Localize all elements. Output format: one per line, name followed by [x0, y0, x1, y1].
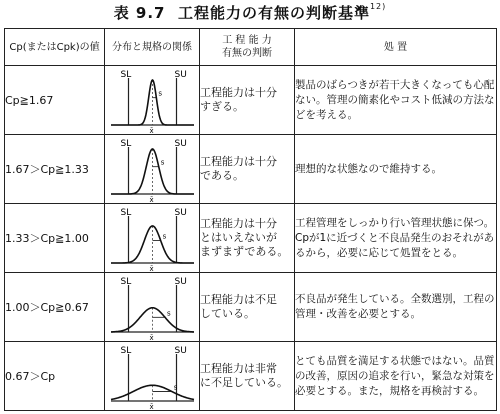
header-distribution: 分布と規格の関係 — [105, 29, 200, 66]
sigma-label: s — [160, 158, 165, 167]
action-text: 工程管理をしっかり行い管理状態に保つ。Cpが1に近づくと不良品発生のおそれがあるから，必要に応じて処置をとる。 — [295, 204, 497, 273]
cp-value: 0.67＞Cp — [5, 342, 105, 411]
table-row — [5, 273, 497, 342]
mean-label: x̄ — [149, 334, 154, 341]
sigma-label: s — [162, 232, 167, 241]
sigma-label: s — [173, 383, 178, 392]
table-number: 表 9.7 — [113, 4, 166, 22]
sigma-label: s — [166, 309, 171, 318]
mean-label: x̄ — [149, 127, 154, 134]
table-title — [0, 2, 500, 23]
capability-judgement: 工程能力は不足 している。 — [200, 273, 295, 342]
distribution-figure — [105, 273, 200, 342]
distribution-curve — [105, 273, 200, 341]
upper-spec-label: SU — [174, 70, 187, 80]
upper-spec-label: SU — [174, 208, 187, 218]
table-row — [5, 135, 497, 204]
capability-judgement: 工程能力は十分 すぎる。 — [200, 66, 295, 135]
distribution-curve — [105, 135, 200, 203]
table-title-text: 工程能力の有無の判断基準 — [177, 4, 370, 22]
lower-spec-label: SL — [120, 346, 132, 356]
lower-spec-label: SL — [120, 70, 132, 80]
upper-spec-label: SU — [174, 346, 187, 356]
mean-label: x̄ — [149, 403, 154, 410]
reference-mark: 12) — [369, 2, 387, 11]
table-row — [5, 66, 497, 135]
capability-table — [4, 28, 497, 411]
distribution-curve — [105, 342, 200, 410]
lower-spec-label: SL — [120, 139, 132, 149]
cp-value: 1.67＞Cp≧1.33 — [5, 135, 105, 204]
action-text: とても品質を満足する状態ではない。品質の改善，原因の追求を行い，緊急な対策を必要とする。また，規格を再検討する。 — [295, 342, 497, 411]
distribution-curve — [105, 204, 200, 272]
action-text: 不良品が発生している。全数選別，工程の管理・改善を必要とする。 — [295, 273, 497, 342]
capability-judgement: 工程能力は十分 である。 — [200, 135, 295, 204]
cp-value: 1.00＞Cp≧0.67 — [5, 273, 105, 342]
cp-value: 1.33＞Cp≧1.00 — [5, 204, 105, 273]
lower-spec-label: SL — [120, 277, 132, 287]
table-row — [5, 342, 497, 411]
header-row — [5, 29, 497, 66]
distribution-figure — [105, 342, 200, 411]
distribution-figure — [105, 204, 200, 273]
distribution-figure — [105, 135, 200, 204]
sigma-label: s — [158, 89, 162, 98]
capability-judgement: 工程能力は非常 に不足している。 — [200, 342, 295, 411]
lower-spec-label: SL — [120, 208, 132, 218]
action-text: 製品のばらつきが若干大きくなっても心配ない。管理の簡素化やコスト低減の方法などを考える。 — [295, 66, 497, 135]
header-action: 処 置 — [295, 29, 497, 66]
distribution-figure — [105, 66, 200, 135]
action-text: 理想的な状態なので維持する。 — [295, 135, 497, 204]
upper-spec-label: SU — [174, 139, 187, 149]
table-row — [5, 204, 497, 273]
normal-curve — [111, 149, 194, 194]
upper-spec-label: SU — [174, 277, 187, 287]
header-cp: Cp(またはCpk)の値 — [5, 29, 105, 66]
normal-curve — [111, 80, 194, 125]
header-capability: 工 程 能 力 有無の判断 — [200, 29, 295, 66]
mean-label: x̄ — [149, 265, 154, 272]
capability-judgement: 工程能力は十分 とはいえないが まずまずである。 — [200, 204, 295, 273]
mean-label: x̄ — [149, 196, 154, 203]
distribution-curve — [105, 66, 200, 134]
cp-value: Cp≧1.67 — [5, 66, 105, 135]
